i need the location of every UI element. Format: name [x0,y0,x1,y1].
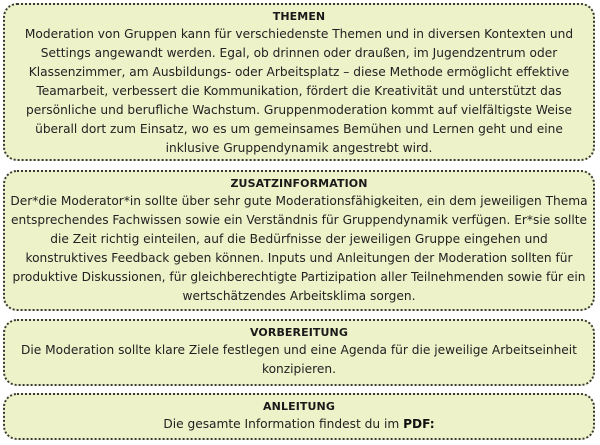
section-anleitung [3,393,595,440]
anleitung-text: Die gesamte Information findest du im [163,417,404,431]
section-text: Moderation von Gruppen kann für verschiedenste Themen und in diversen Kontexten und Settings angewandt werden. Egal, ob drinnen oder draußen, im Jugendzentrum oder Klassenzimmer, am Ausbildungs- oder Arbeitsplatz – diese Methode ermöglicht effektive Teamarbeit, verbessert die Kommunikation, fördert die Kreativität und unterstützt das persönliche und berufliche Wachstum. Gruppenmoderation kommt auf vielfältigste Weise überall dort zum Einsatz, wo es um gemeinsames Bemühen und Lernen geht und eine inklusive Gruppendynamik angestrebt wird. [24,27,574,155]
pdf-link[interactable]: PDF: [403,417,435,431]
section-text [5,415,593,434]
section-title: ANLEITUNG [263,400,335,413]
section-title: THEMEN [272,10,326,23]
section-themen [3,3,595,161]
section-title: VORBEREITUNG [250,326,348,339]
section-text: Der*die Moderator*in sollte über sehr gute Moderationsfähigkeiten, ein dem jeweiligen Thema entsprechendes Fachwissen sowie ein Verständnis für Gruppendynamik verfügen. Er*sie sollte die Zeit richtig einteilen, auf die Bedürfnisse der jeweiligen Gruppe eingehen und konstruktives Feedback geben können. Inputs und Anleitungen der Moderation sollten für produktive Diskussionen, für gleichberechtigte Partizipation aller Teilnehmenden sowie für ein wertschätzendes Arbeitsklima sorgen. [10,194,588,303]
section-zusatzinformation [3,170,595,311]
section-vorbereitung [3,319,595,386]
section-text: Die Moderation sollte klare Ziele festlegen und eine Agenda für die jeweilige Arbeitseinheit konzipieren. [21,343,577,376]
section-title: ZUSATZINFORMATION [230,177,368,190]
